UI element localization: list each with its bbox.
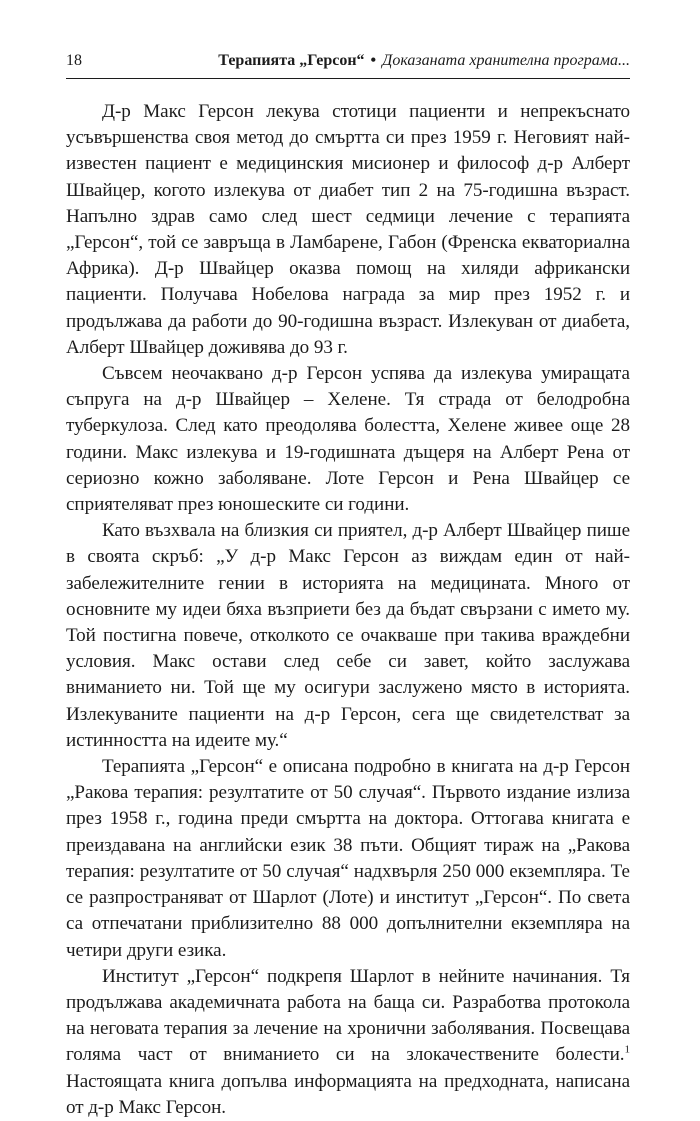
footnote-marker: 1 bbox=[624, 1043, 630, 1056]
paragraph-text-continued: Настоящата книга допълва информацията на предходната, написана от д-р Макс Герсон. bbox=[66, 1070, 630, 1118]
book-page bbox=[66, 52, 630, 1121]
paragraph-text: Институт „Герсон“ подкрепя Шарлот в нейните начинания. Тя продължава академичната работа на баща си. Разработва протокола на неговата терапия за лечение на хронични заболявания. Посвещава голяма част от вниманието си на злокачествените болести. bbox=[66, 965, 630, 1066]
running-header bbox=[66, 52, 630, 79]
paragraph bbox=[66, 964, 630, 1121]
paragraph-text: Като възхвала на близкия си приятел, д-р Алберт Швайцер пише в своята скръб: „У д-р Макс Герсон аз виждам един от най-забележителните гении в историята на медицината. Много от основните му идеи бяха възприети без да бъдат свързани с името му. Той постигна повече, отколкото се очакваше при такива враждебни условия. Макс остави след себе си завет, който заслужава вниманието ни. Той ще му осигури заслужено място в историята. Излекуваните пациенти на д-р Герсон, сега ще свидетелстват за истинността на идеите му.“ bbox=[66, 520, 630, 751]
paragraph-text: Съвсем неочаквано д-р Герсон успява да излекува умиращата съпруга на д-р Швайцер – Хелене. Тя страда от белодробна туберкулоза. След като преодолява болестта, Хелене живее още 28 години. Макс излекува и 19-годишната дъщеря на Алберт Рена от сериозно кожно заболяване. Лоте Герсон и Рена Швайцер се сприятеляват през юношеските си години. bbox=[66, 363, 630, 516]
paragraph bbox=[66, 754, 630, 964]
paragraph-text: Терапията „Герсон“ е описана подробно в книгата на д-р Герсон „Ракова терапия: резултатите от 50 случая“. Първото издание излиза през 1958 г., година преди смъртта на доктора. Оттогава книгата е преиздавана на английски език 38 пъти. Общият тираж на „Ракова терапия: резултатите от 50 случая“ надхвърля 250 000 екземпляра. Те се разпространяват от Шарлот (Лоте) и институт „Герсон“. По света са отпечатани приблизително 88 000 допълнителни екземпляра на четири други езика. bbox=[66, 756, 630, 961]
paragraph bbox=[66, 99, 630, 361]
paragraph bbox=[66, 361, 630, 518]
body-text bbox=[66, 99, 630, 1121]
book-subtitle: Доказаната хранителна програма... bbox=[382, 52, 630, 69]
title-separator: • bbox=[370, 52, 377, 69]
book-title: Терапията „Герсон“ bbox=[218, 52, 365, 69]
page-number: 18 bbox=[66, 52, 82, 69]
running-title bbox=[218, 52, 630, 70]
paragraph bbox=[66, 518, 630, 754]
paragraph-text: Д-р Макс Герсон лекува стотици пациенти и непрекъснато усъвършенства своя метод до смъртта си през 1959 г. Неговият най-известен пациент е медицинския мисионер и философ д-р Алберт Швайцер, когото излекува от диабет тип 2 на 75-годишна възраст. Напълно здрав само след шест седмици лечение с терапията „Герсон“, той се завръща в Ламбарене, Габон (Френска екваториална Африка). Д-р Швайцер оказва помощ на хиляди африкански пациенти. Получава Нобелова награда за мир през 1952 г. и продължава да работи до 90-годишна възраст. Излекуван от диабета, Алберт Швайцер доживява до 93 г. bbox=[66, 101, 630, 358]
